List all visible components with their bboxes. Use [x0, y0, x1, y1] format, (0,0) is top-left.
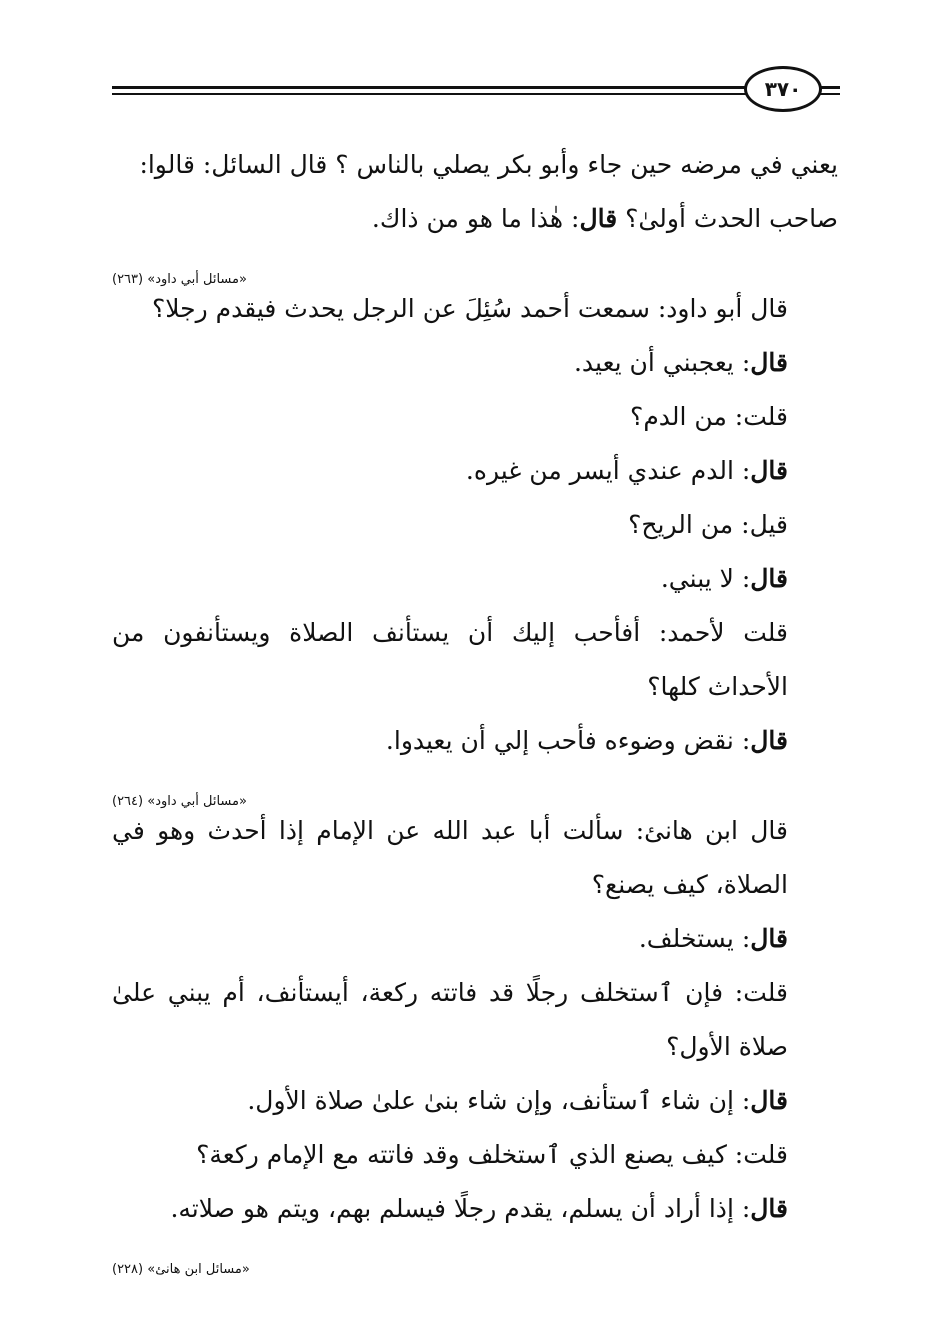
- text-segment: : هٰذا ما هو من ذاك.: [371, 204, 580, 233]
- text-segment: : إذا أراد أن يسلم، يقدم رجلًا فيسلم بهم، ويتم هو صلاته.: [170, 1194, 751, 1223]
- header-rule-thick: [112, 86, 752, 89]
- citation-text: «مسائل ابن هانئ» (٢٢٨): [112, 1262, 250, 1277]
- page-body: [112, 138, 838, 1277]
- text-line: [112, 1074, 838, 1128]
- text-segment: : يعجبني أن يعيد.: [573, 348, 751, 377]
- keyword-qal: قال: [750, 726, 788, 755]
- text-line: قلت: كيف يصنع الذي ٱستخلف وقد فاتته مع الإمام ركعة؟: [196, 1140, 788, 1169]
- page-header: [112, 66, 837, 114]
- page-number: ٣٧٠: [744, 66, 822, 112]
- text-line: [112, 336, 838, 390]
- text-segment: : يستخلف.: [638, 924, 751, 953]
- text-paragraph: قال ابن هانئ: سألت أبا عبد الله عن الإمام إذا أحدث وهو في الصلاة، كيف يصنع؟: [112, 816, 788, 899]
- text-line: يعني في مرضه حين جاء وأبو بكر يصلي بالناس ؟ قال السائل: قالوا:: [139, 150, 838, 179]
- text-line: قلت: من الدم؟: [630, 402, 788, 431]
- text-line: [112, 912, 838, 966]
- text-segment: : إن شاء ٱستأنف، وإن شاء بنىٰ علىٰ صلاة الأول.: [247, 1086, 751, 1115]
- text-paragraph: قلت: فإن ٱستخلف رجلًا قد فاتته ركعة، أيستأنف، أم يبني علىٰ صلاة الأول؟: [112, 978, 788, 1061]
- text-line: [112, 714, 838, 768]
- text-line: [112, 192, 838, 246]
- text-paragraph: قلت لأحمد: أفأحب إليك أن يستأنف الصلاة ويستأنفون من الأحداث كلها؟: [112, 618, 788, 701]
- text-line: [112, 1182, 838, 1236]
- text-segment: : الدم عندي أيسر من غيره.: [465, 456, 751, 485]
- text-segment: صاحب الحدث أولىٰ؟: [617, 204, 838, 233]
- citation: [112, 1238, 838, 1277]
- keyword-qal: قال: [750, 348, 788, 377]
- keyword-qal: قال: [579, 204, 618, 233]
- text-segment: : لا يبني.: [660, 564, 751, 593]
- text-line: [112, 552, 838, 606]
- citation-text: «مسائل أبي داود» (٢٦٤): [112, 794, 247, 809]
- text-line: [112, 444, 838, 498]
- header-rule-thin: [112, 93, 752, 95]
- keyword-qal: قال: [750, 1086, 788, 1115]
- keyword-qal: قال: [750, 1194, 788, 1223]
- text-line: قيل: من الريح؟: [628, 510, 788, 539]
- citation-text: «مسائل أبي داود» (٢٦٣): [112, 272, 247, 287]
- keyword-qal: قال: [750, 456, 788, 485]
- text-line: قال أبو داود: سمعت أحمد سُئِلَ عن الرجل يحدث فيقدم رجلا؟: [151, 294, 788, 323]
- citation: [112, 248, 838, 287]
- citation: [112, 770, 838, 809]
- keyword-qal: قال: [750, 564, 788, 593]
- keyword-qal: قال: [750, 924, 788, 953]
- text-segment: : نقض وضوءه فأحب إلي أن يعيدوا.: [385, 726, 751, 755]
